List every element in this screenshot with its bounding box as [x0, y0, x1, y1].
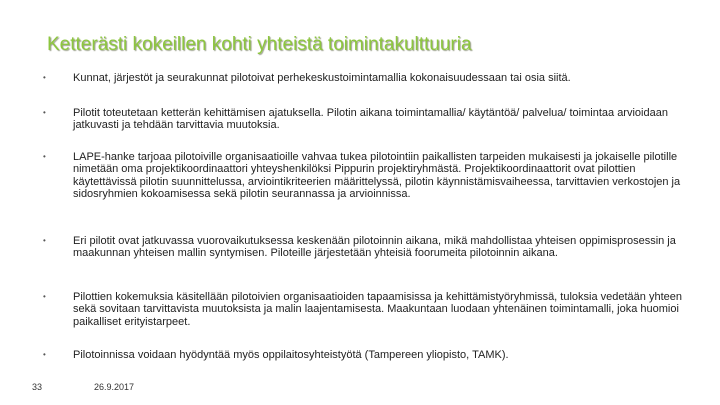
bullet-item: [43, 107, 683, 132]
bullet-text: Pilottien kokemuksia käsitellään pilotoivien organisaatioiden tapaamisissa ja kehittämistyöryhmissä, tuloksia vedetään yhteen sekä sovitaan tarvittavista muutoksista ja malin laajentamisesta. Maakuntaan luodaan yhtenäinen toimintamalli, joka huomioi paikalliset erityistarpeet.: [73, 291, 682, 328]
bullet-text: LAPE-hanke tarjoaa pilotoiville organisaatioille vahvaa tukea pilotointiin paikallisten tarpeiden mukaisesti ja jokaiselle pilotille nimetään oma projektikoordinaattori yhteyshenkilöksi Pippurin projektiryhmästä. Projektikoordinaattorit ovat pilottien käytettävissä pilotin suunnittelussa, arviointikriteerien määrittelyssä, pilotin käynnistämisvaiheessa, tarvittavien verkostojen ja sidosryhmien kokoamisessa sekä pilotin seurannassa ja arvioinnissa.: [73, 151, 681, 200]
bullet-icon: •: [43, 350, 46, 359]
bullet-icon: •: [43, 292, 46, 301]
bullet-item: [43, 72, 571, 84]
slide-title: Ketterästi kokeillen kohti yhteistä toimintakulttuuria: [47, 34, 472, 55]
bullet-icon: •: [43, 236, 46, 245]
bullet-icon: •: [43, 152, 46, 161]
bullet-icon: •: [43, 73, 46, 82]
bullet-text: Eri pilotit ovat jatkuvassa vuorovaikutuksessa keskenään pilotoinnin aikana, mikä mahdollistaa yhteisen oppimisprosessin ja maakunnan yhteisen mallin syntymisen. Piloteille järjestetään yhteisiä foorumeita pilotoinnin aikana.: [73, 235, 676, 260]
bullet-text: Pilotoinnissa voidaan hyödyntää myös oppilaitosyhteistyötä (Tampereen yliopisto, TAMK).: [73, 349, 509, 361]
bullet-text: Pilotit toteutetaan ketterän kehittämisen ajatuksella. Pilotin aikana toimintamallia/ käytäntöä/ palvelua/ toimintaa arvioidaan jatkuvasti ja tehdään tarvittavia muutoksia.: [73, 107, 668, 132]
bullet-item: [43, 291, 683, 328]
bullet-item: [43, 349, 509, 361]
slide-date: 26.9.2017: [94, 382, 135, 392]
bullet-item: [43, 151, 683, 200]
page-number: 33: [32, 382, 43, 392]
bullet-text: Kunnat, järjestöt ja seurakunnat pilotoivat perhekeskustoimintamallia kokonaisuudessaan tai osia siitä.: [73, 72, 571, 84]
bullet-icon: •: [43, 108, 46, 117]
bullet-item: [43, 235, 683, 260]
